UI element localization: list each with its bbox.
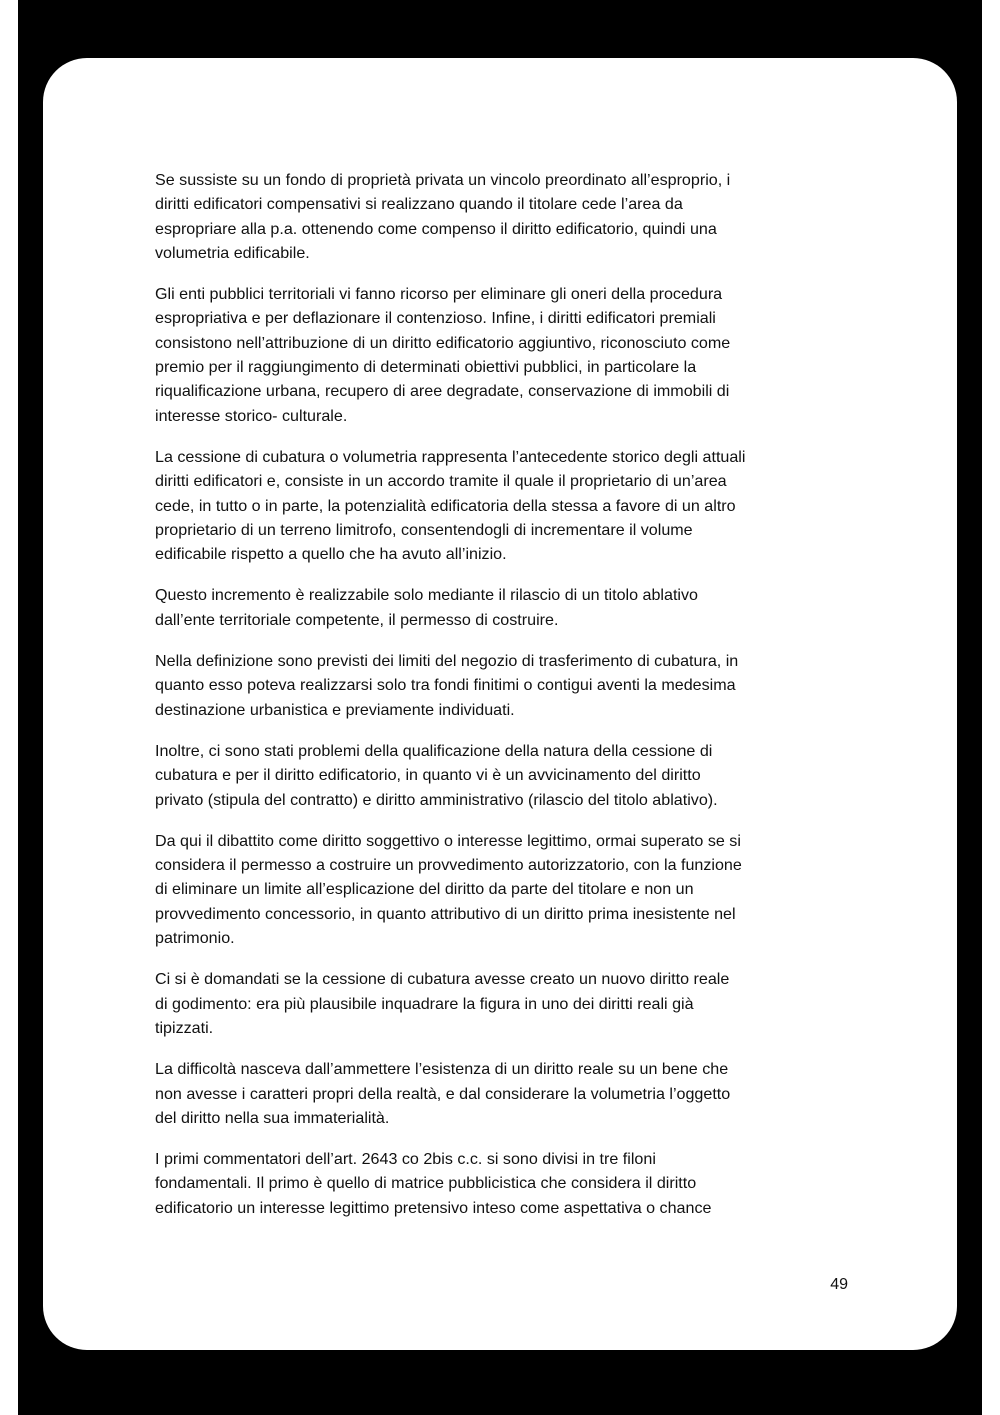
paragraph: Gli enti pubblici territoriali vi fanno ricorso per eliminare gli oneri della procedura espropriativa e per deflazionare il contenzioso. Infine, i diritti edificatori premiali consistono nell’attribuzione di un diritto edificatorio aggiuntivo, riconosciuto come premio per il raggiungimento di determinati obiettivi pubblici, in particolare la riqualificazione urbana, recupero di aree degradate, conservazione di immobili di interesse storico- culturale. <box>155 285 731 425</box>
paragraph: La difficoltà nasceva dall’ammettere l’esistenza di un diritto reale su un bene che non avesse i caratteri propri della realtà, e dal considerare la volumetria l’oggetto del diritto nella sua immaterialità. <box>155 1060 731 1127</box>
page-number: 49 <box>830 1276 848 1293</box>
paragraph: Se sussiste su un fondo di proprietà privata un vincolo preordinato all’esproprio, i diritti edificatori compensativi si realizzano quando il titolare cede l’area da espropriare alla p.a. ottenendo come compenso il diritto edificatorio, quindi una volumetria edificabile. <box>155 171 731 262</box>
paragraph: Da qui il dibattito come diritto soggettivo o interesse legittimo, ormai superato se si considera il permesso a costruire un provvedimento autorizzatorio, con la funzione di eliminare un limite all’esplicazione del diritto da parte del titolare e non un provvedimento concessorio, in quanto attributivo di un diritto prima inesistente nel patrimonio. <box>155 831 742 948</box>
paragraph: Ci si è domandati se la cessione di cubatura avesse creato un nuovo diritto reale di godimento: era più plausibile inquadrare la figura in uno dei diritti reali già tipizzati. <box>155 970 730 1037</box>
paragraph: Nella definizione sono previsti dei limiti del negozio di trasferimento di cubatura, in quanto esso poteva realizzarsi solo tra fondi finitimi o contigui aventi la medesima destinazione urbanistica e previamente individuati. <box>155 652 739 719</box>
document-body <box>155 168 845 1237</box>
paragraph: La cessione di cubatura o volumetria rappresenta l’antecedente storico degli attuali diritti edificatori e, consiste in un accordo tramite il quale il proprietario di un’area cede, in tutto o in parte, la potenzialità edificatoria della stessa a favore di un altro proprietario di un terreno limitrofo, consentendogli di incrementare il volume edificabile rispetto a quello che ha avuto all’inizio. <box>155 447 746 564</box>
paragraph: Questo incremento è realizzabile solo mediante il rilascio di un titolo ablativo dall’ente territoriale competente, il permesso di costruire. <box>155 586 698 629</box>
paragraph: I primi commentatori dell’art. 2643 co 2bis c.c. si sono divisi in tre filoni fondamentali. Il primo è quello di matrice pubblicistica che considera il diritto edificatorio un interesse legittimo pretensivo inteso come aspettativa o chance <box>155 1150 712 1217</box>
paragraph: Inoltre, ci sono stati problemi della qualificazione della natura della cessione di cubatura e per il diritto edificatorio, in quanto vi è un avvicinamento del diritto privato (stipula del contratto) e diritto amministrativo (rilascio del titolo ablativo). <box>155 741 718 809</box>
